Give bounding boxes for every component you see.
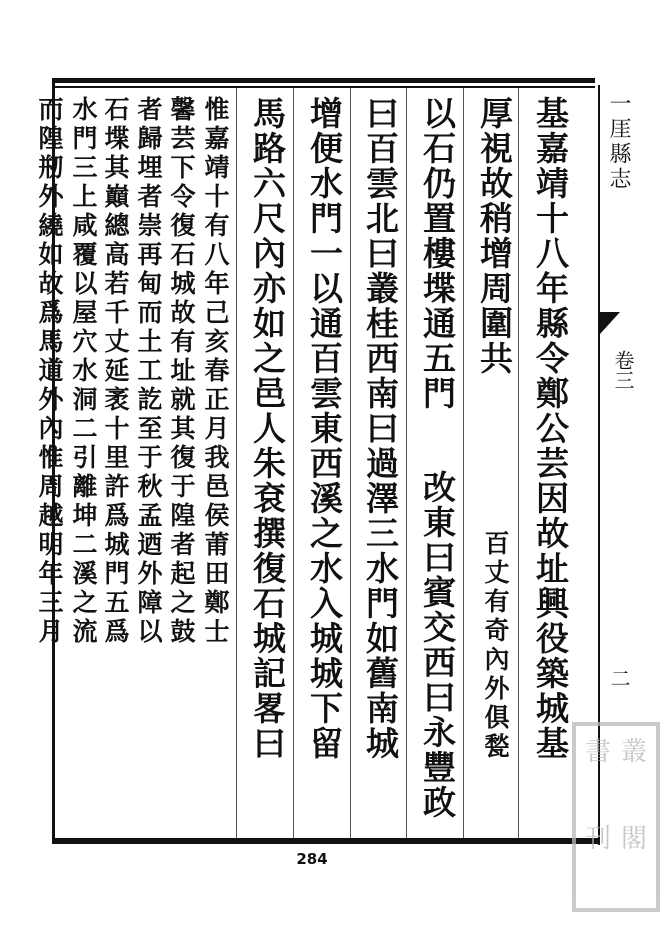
volume-label: 卷三 <box>611 350 635 390</box>
seal-char: 刊 <box>584 824 611 854</box>
book-title: ⼀厓縣志 <box>606 92 631 192</box>
column-rule <box>236 88 237 838</box>
seal-char: 閣 <box>620 824 647 854</box>
page-number: 284 <box>296 850 328 868</box>
column-rule <box>518 88 519 838</box>
seal-char: 叢 <box>620 737 647 767</box>
column-rule <box>293 88 294 838</box>
leaf-number: 二 <box>607 668 631 688</box>
frame-top-inner-border <box>55 86 595 88</box>
column-rule <box>350 88 351 838</box>
text-column-2-annotation: 百丈有奇內外俱甃 <box>481 530 510 762</box>
frame-top-border <box>55 78 595 83</box>
text-column-10: 石堞其巔總高若千丈延袤十里許爲城門五爲 <box>101 96 130 647</box>
text-column-2: 厚視故稍增周圍共 <box>475 96 514 376</box>
text-column-12: 而隍剏外繞如故爲馬道外內惟周越明年三月 <box>35 96 64 647</box>
text-column-4: 曰百雲北曰叢桂西南曰過澤三水門如舊南城 <box>361 96 400 761</box>
text-column-5: 增便水門一以通百雲東西溪之水入城城下留 <box>305 96 344 761</box>
frame-bottom-border <box>55 838 600 844</box>
fishtail-mark <box>600 312 620 334</box>
text-column-6: 馬路六尺內亦如之邑人朱袞撰復石城記畧曰 <box>248 96 287 761</box>
text-column-3-continued: 改東曰賓交西曰永豐政 <box>418 470 457 820</box>
column-rule <box>406 88 407 838</box>
library-seal <box>572 722 660 912</box>
text-column-11: 水門三上咸覆以屋穴水洞二引離坤二溪之流 <box>69 96 98 647</box>
text-column-8: 馨芸下令復石城故有址就其復于隍者起之鼓 <box>167 96 196 647</box>
text-column-9: 者歸埋者崇再甸而土工訖至于秋孟迺外障以 <box>134 96 163 647</box>
column-rule <box>463 88 464 838</box>
text-column-1: 基嘉靖十八年縣令鄭公芸因故址興役築城基 <box>531 96 570 761</box>
text-column-7: 惟嘉靖十有八年己亥春正月我邑侯莆田鄭士 <box>201 96 230 647</box>
text-column-3: 以石仍置樓堞通五門 <box>418 96 457 411</box>
seal-char: 書 <box>584 737 611 767</box>
